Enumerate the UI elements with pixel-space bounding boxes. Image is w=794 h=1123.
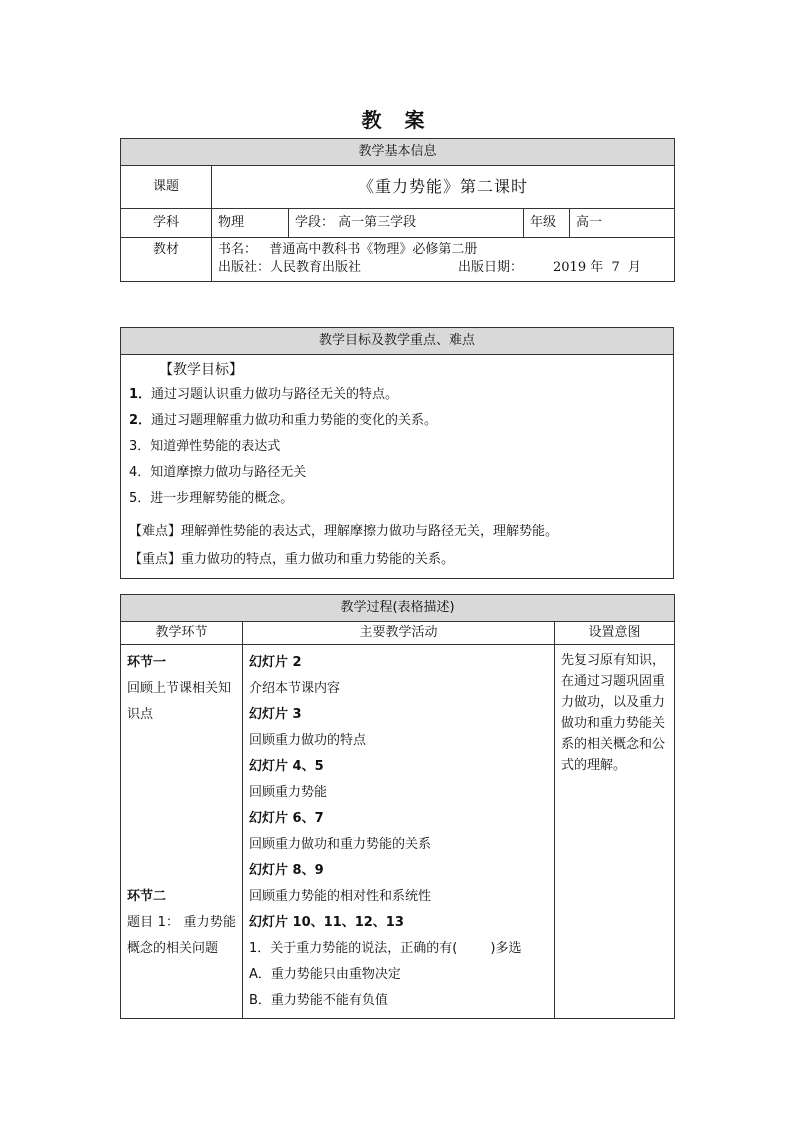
stage-spacer: [127, 728, 236, 884]
stage-label: 学段：: [295, 215, 335, 230]
goal-item: [129, 460, 665, 486]
key-point-line: [129, 546, 665, 574]
activity-line: 介绍本节课内容: [249, 681, 341, 696]
basic-info-header: 教学基本信息: [121, 139, 675, 166]
stage1-text: 回顾上节课相关知识点: [127, 681, 232, 722]
key-point-text: 重力做功的特点，重力做功和重力势能的关系。: [181, 552, 455, 567]
activity-line: 幻灯片 2: [249, 655, 302, 670]
goals-header: 教学目标及教学重点、难点: [121, 328, 674, 355]
topic-label: 课题: [121, 166, 212, 209]
pubdate-value: 2019 年 7 月: [553, 260, 642, 275]
goal-num: 3．: [129, 439, 151, 454]
goal-num: 4．: [129, 465, 151, 480]
goal-item: [129, 408, 665, 434]
process-table: [120, 594, 675, 1019]
goal-item: [129, 486, 665, 512]
difficulty-tag: 【难点】: [129, 524, 182, 539]
goal-text: 知道弹性势能的表达式: [150, 439, 281, 454]
goal-text: 进一步理解势能的概念。: [150, 491, 294, 506]
stage2-title: 环节二: [127, 889, 167, 904]
activity-line: 幻灯片 8、9: [249, 863, 324, 878]
stage2-text: 题目 1： 重力势能概念的相关问题: [127, 915, 236, 956]
goal-num: 5．: [129, 491, 151, 506]
activity-line: 幻灯片 4、5: [249, 759, 324, 774]
col-activity-header: 主要教学活动: [243, 622, 555, 645]
goals-table: [120, 327, 674, 579]
purpose-text: 先复习原有知识，在通过习题巩固重力做功，以及重力做功和重力势能关系的相关概念和公式的理解。: [555, 645, 675, 1019]
col-purpose-header: 设置意图: [555, 622, 675, 645]
textbook-cell: [212, 238, 675, 282]
book-name-line: 书名： 普通高中教科书《物理》必修第二册: [218, 242, 478, 257]
stage-column: [121, 645, 243, 1019]
activity-line: 回顾重力势能的相对性和系统性: [249, 889, 432, 904]
goal-text: 通过习题认识重力做功与路径无关的特点。: [151, 387, 399, 402]
grade-value: 高一: [570, 209, 675, 238]
grade-label: 年级: [524, 209, 570, 238]
textbook-label: 教材: [121, 238, 212, 282]
activity-line: B．重力势能不能有负值: [249, 993, 388, 1008]
activity-column: [243, 645, 555, 1019]
subject-label: 学科: [121, 209, 212, 238]
col-stage-header: 教学环节: [121, 622, 243, 645]
goal-item: [129, 434, 665, 460]
publisher-line: 出版社：人民教育出版社: [218, 260, 362, 275]
goal-num: 1．: [129, 387, 152, 402]
topic-value: 《重力势能》第二课时: [212, 166, 675, 209]
activity-line: 1．关于重力势能的说法，正确的有( )多选: [249, 941, 522, 956]
activity-line: 幻灯片 3: [249, 707, 302, 722]
activity-line: 回顾重力势能: [249, 785, 328, 800]
goal-item: [129, 382, 665, 408]
activity-line: 幻灯片 6、7: [249, 811, 324, 826]
stage1-title: 环节一: [127, 655, 167, 670]
activity-line: 幻灯片 10、11、12、13: [249, 915, 404, 930]
difficulty-line: [129, 518, 665, 546]
stage-value: 高一第三学段: [338, 215, 417, 230]
activity-line: 回顾重力做功和重力势能的关系: [249, 837, 432, 852]
goals-body: [121, 355, 674, 579]
key-point-tag: 【重点】: [129, 552, 182, 567]
goal-text: 通过习题理解重力做功和重力势能的变化的关系。: [151, 413, 438, 428]
goal-num: 2．: [129, 413, 152, 428]
difficulty-text: 理解弹性势能的表达式，理解摩擦力做功与路径无关，理解势能。: [181, 524, 559, 539]
goal-text: 知道摩擦力做功与路径无关: [150, 465, 307, 480]
goal-heading: 【教学目标】: [159, 362, 243, 378]
subject-value: 物理: [212, 209, 289, 238]
stage-cell: [289, 209, 524, 238]
activity-line: A．重力势能只由重物决定: [249, 967, 401, 982]
basic-info-table: [120, 138, 675, 282]
document-title: 教 案: [361, 108, 433, 132]
publisher-row: [218, 259, 668, 277]
process-header: 教学过程(表格描述): [121, 595, 675, 622]
activity-line: 回顾重力做功的特点: [249, 733, 367, 748]
pubdate-label: 出版日期：: [458, 260, 524, 275]
